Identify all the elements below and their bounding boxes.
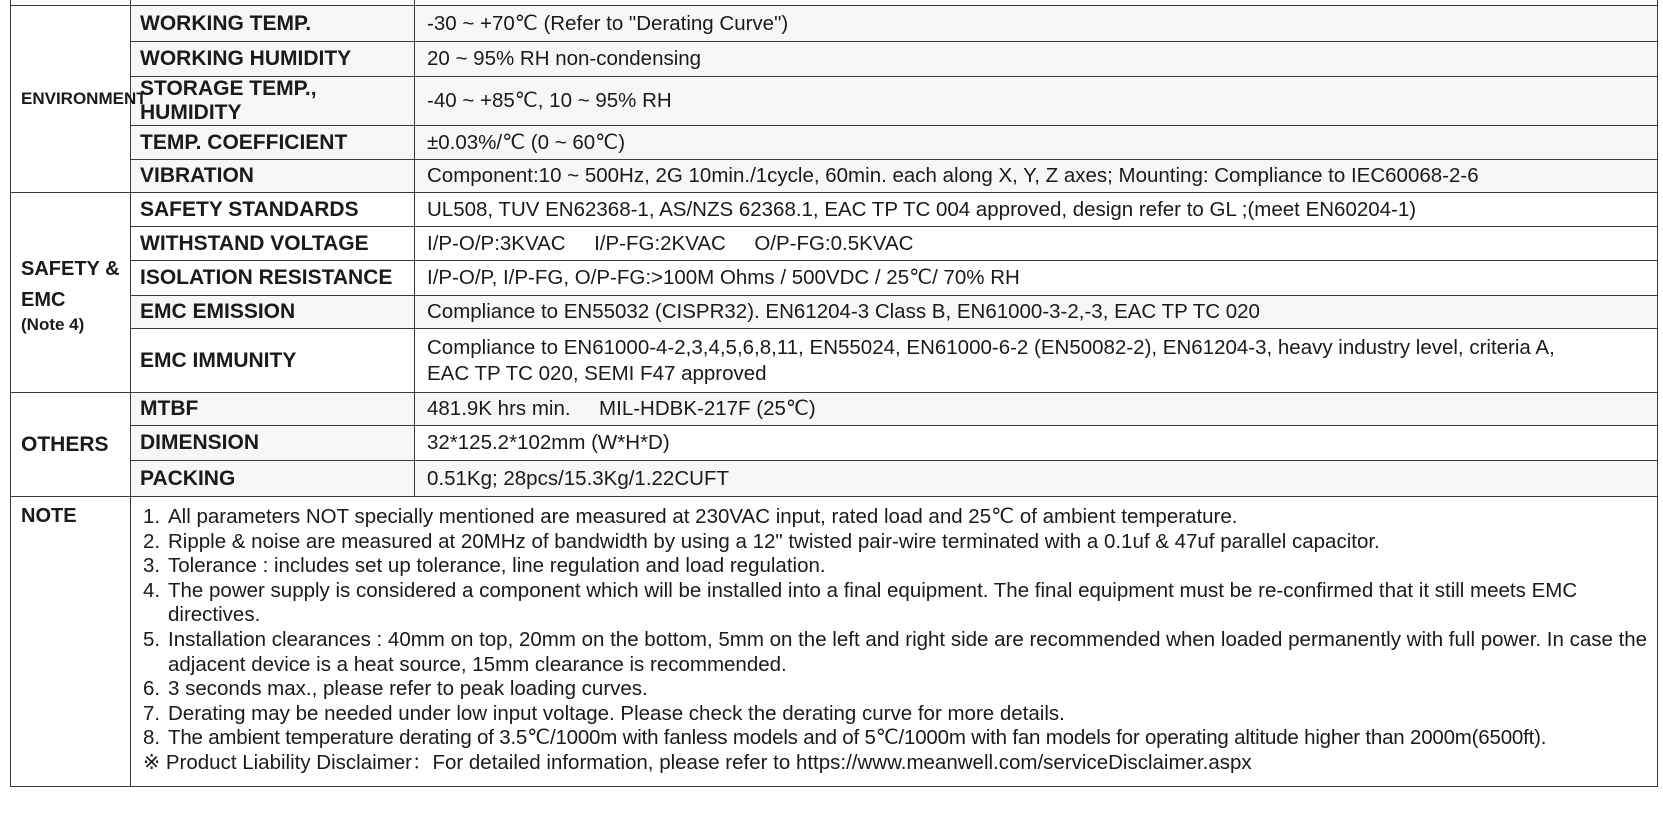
note-label: NOTE bbox=[21, 505, 77, 527]
value-packing: 0.51Kg; 28pcs/15.3Kg/1.22CUFT bbox=[415, 461, 1658, 497]
value-working-temp: -30 ~ +70℃ (Refer to "Derating Curve") bbox=[415, 6, 1658, 42]
table-row bbox=[11, 6, 1658, 42]
value-dimension: 32*125.2*102mm (W*H*D) bbox=[415, 426, 1658, 461]
category-label-line1: SAFETY & bbox=[21, 257, 120, 280]
table-row bbox=[11, 426, 1658, 461]
specification-table bbox=[10, 0, 1658, 787]
param-vibration: VIBRATION bbox=[131, 160, 415, 193]
note-list bbox=[131, 497, 1657, 776]
table-row bbox=[11, 42, 1658, 77]
category-safety-emc bbox=[11, 193, 131, 393]
param-safety-standards: SAFETY STANDARDS bbox=[131, 193, 415, 227]
value-withstand-voltage: I/P-O/P:3KVAC I/P-FG:2KVAC O/P-FG:0.5KVAC bbox=[415, 227, 1658, 261]
table-row bbox=[11, 296, 1658, 329]
table-row bbox=[11, 461, 1658, 497]
note-text: The power supply is considered a component which will be installed into a final equipment. The final equipment must be re-confirmed that it still meets EMC directives. bbox=[168, 578, 1578, 627]
note-item bbox=[143, 726, 1657, 751]
note-number: 8. bbox=[143, 726, 161, 750]
value-storage-temp: -40 ~ +85℃, 10 ~ 95% RH bbox=[415, 77, 1658, 126]
category-note: (Note 4) bbox=[21, 314, 85, 334]
value-temp-coefficient: ±0.03%/℃ (0 ~ 60℃) bbox=[415, 126, 1658, 160]
note-item bbox=[143, 505, 1657, 530]
param-temp-coefficient: TEMP. COEFFICIENT bbox=[131, 126, 415, 160]
note-number: 2. bbox=[143, 529, 161, 553]
note-item bbox=[143, 702, 1657, 727]
table-row bbox=[11, 329, 1658, 393]
note-item bbox=[143, 677, 1657, 702]
table-row bbox=[11, 193, 1658, 227]
value-vibration: Component:10 ~ 500Hz, 2G 10min./1cycle, 60min. each along X, Y, Z axes; Mounting: Compliance to IEC60068-2-6 bbox=[415, 160, 1658, 193]
note-text: Tolerance : includes set up tolerance, line regulation and load regulation. bbox=[168, 554, 826, 578]
param-mtbf: MTBF bbox=[131, 393, 415, 426]
table-row bbox=[11, 126, 1658, 160]
value-emc-immunity bbox=[415, 329, 1658, 393]
param-isolation-resistance: ISOLATION RESISTANCE bbox=[131, 261, 415, 296]
table-row bbox=[11, 77, 1658, 126]
note-number: 3. bbox=[143, 554, 161, 578]
value-mtbf: 481.9K hrs min. MIL-HDBK-217F (25℃) bbox=[415, 393, 1658, 426]
value-safety-standards: UL508, TUV EN62368-1, AS/NZS 62368.1, EAC TP TC 004 approved, design refer to GL ;(meet EN60204-1) bbox=[415, 193, 1658, 227]
note-number: 6. bbox=[143, 677, 161, 701]
category-label: OTHERS bbox=[21, 432, 109, 456]
param-storage-temp: STORAGE TEMP., HUMIDITY bbox=[131, 77, 415, 126]
note-number: 1. bbox=[143, 505, 161, 528]
table-row bbox=[11, 393, 1658, 426]
note-number: 7. bbox=[143, 701, 161, 725]
value-emc-immunity-line2: EAC TP TC 020, SEMI F47 approved bbox=[427, 361, 767, 385]
note-text: Installation clearances : 40mm on top, 20mm on the bottom, 5mm on the left and right side are recommended when loaded permanently with full power. In case the adjacent device is a heat source, 15mm clearance is recommended. bbox=[168, 627, 1648, 676]
table-row bbox=[11, 227, 1658, 261]
value-emc-emission: Compliance to EN55032 (CISPR32). EN61204-3 Class B, EN61000-3-2,-3, EAC TP TC 020 bbox=[415, 296, 1658, 329]
value-working-humidity: 20 ~ 95% RH non-condensing bbox=[415, 42, 1658, 77]
note-text: 3 seconds max., please refer to peak loading curves. bbox=[168, 677, 648, 701]
note-row bbox=[11, 497, 1658, 787]
category-others bbox=[11, 393, 131, 497]
note-text: Ripple & noise are measured at 20MHz of bandwidth by using a 12" twisted pair-wire terminated with a 0.1uf & 47uf parallel capacitor. bbox=[168, 529, 1380, 553]
param-emc-emission: EMC EMISSION bbox=[131, 296, 415, 329]
param-working-humidity: WORKING HUMIDITY bbox=[131, 42, 415, 77]
value-emc-immunity-line1: Compliance to EN61000-4-2,3,4,5,6,8,11, EN55024, EN61000-6-2 (EN50082-2), EN61204-3, heavy industry level, criteria A, bbox=[427, 335, 1555, 359]
note-number: 5. bbox=[143, 627, 161, 651]
note-number: 4. bbox=[143, 578, 161, 602]
param-packing: PACKING bbox=[131, 461, 415, 497]
note-text: All parameters NOT specially mentioned are measured at 230VAC input, rated load and 25℃ of ambient temperature. bbox=[168, 505, 1238, 528]
note-item bbox=[143, 628, 1657, 677]
param-emc-immunity: EMC IMMUNITY bbox=[131, 329, 415, 393]
param-withstand-voltage: WITHSTAND VOLTAGE bbox=[131, 227, 415, 261]
value-isolation-resistance: I/P-O/P, I/P-FG, O/P-FG:>100M Ohms / 500VDC / 25℃/ 70% RH bbox=[415, 261, 1658, 296]
category-label-line2: EMC bbox=[21, 288, 66, 311]
note-text: The ambient temperature derating of 3.5℃/1000m with fanless models and of 5℃/1000m with fan models for operating altitude higher than 2000m(6500ft). bbox=[168, 726, 1547, 750]
category-environment bbox=[11, 6, 147, 193]
category-label: ENVIRONMENT bbox=[21, 89, 147, 108]
note-item bbox=[143, 554, 1657, 579]
table-row bbox=[11, 160, 1658, 193]
note-text: Derating may be needed under low input voltage. Please check the derating curve for more details. bbox=[168, 701, 1065, 725]
disclaimer: ※ Product Liability Disclaimer：For detailed information, please refer to https://www.meanwell.com/serviceDisclaimer.aspx bbox=[143, 750, 1252, 774]
category-note-label bbox=[11, 497, 131, 787]
param-working-temp: WORKING TEMP. bbox=[131, 6, 415, 42]
table-row bbox=[11, 261, 1658, 296]
note-content bbox=[131, 497, 1658, 787]
note-item bbox=[143, 530, 1657, 555]
param-dimension: DIMENSION bbox=[131, 426, 415, 461]
note-item bbox=[143, 579, 1657, 628]
